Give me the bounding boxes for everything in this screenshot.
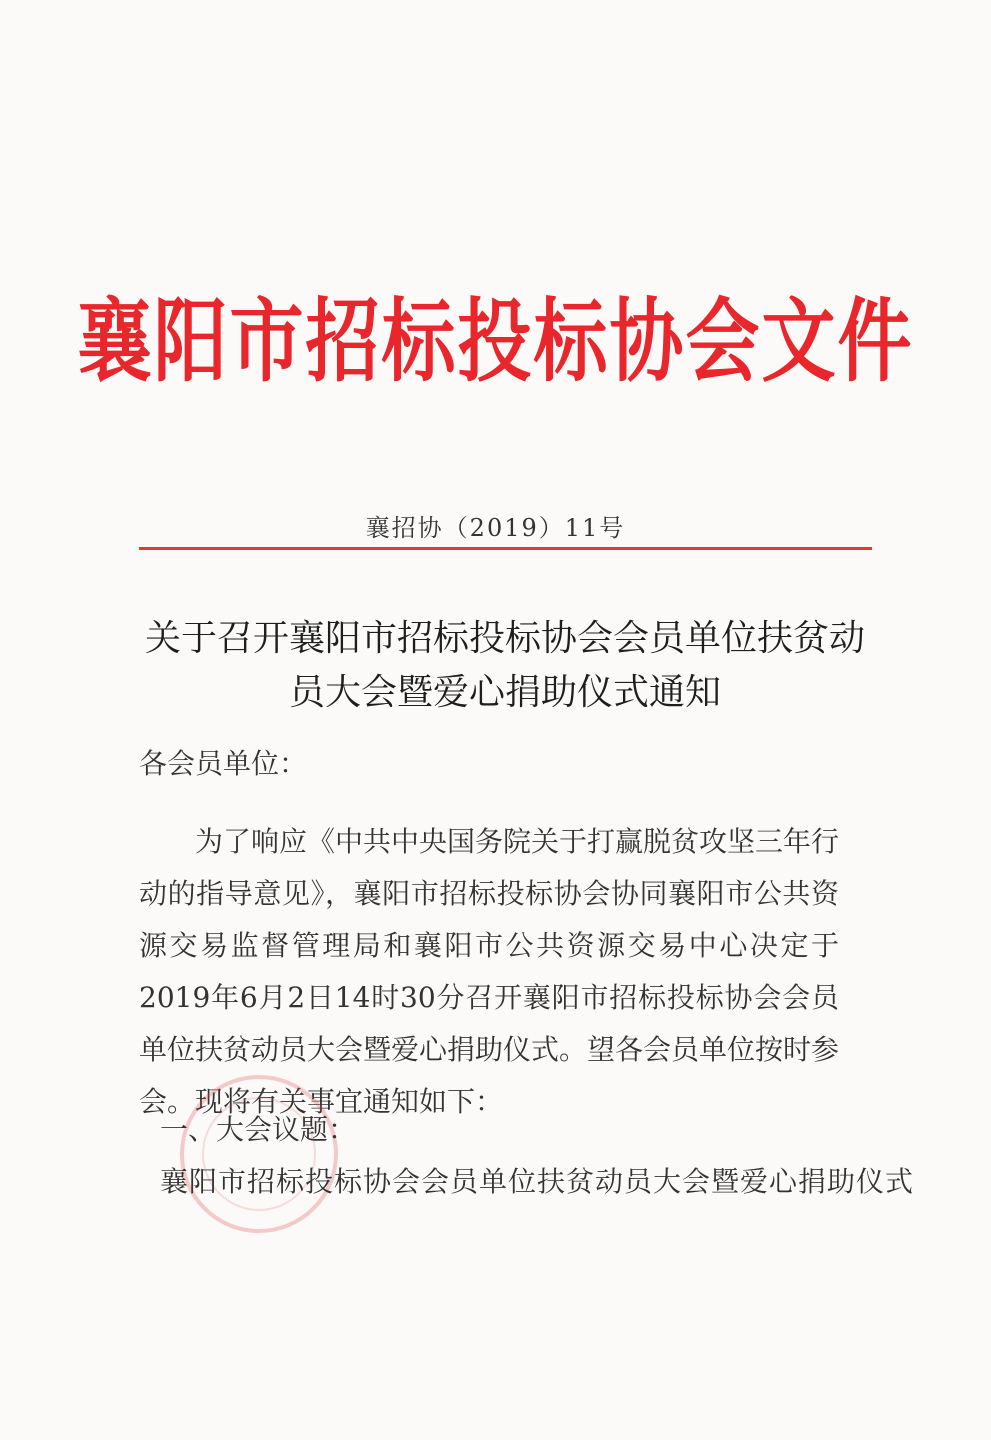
org-masthead: 襄阳市招标投标协会文件 <box>77 289 914 395</box>
notice-title-line-2: 员大会暨爱心捐助仪式通知 <box>288 672 721 713</box>
body-paragraph: 为了响应《中共中央国务院关于打赢脱贫攻坚三年行动的指导意见》，襄阳市招标投标协会协同襄阳市公共资源交易监督管理局和襄阳市公共资源交易中心决定于2019年6月2日14时30分召开襄阳市招标投标协会会员单位扶贫动员大会暨爱心捐助仪式。望各会员单位按时参会。现将有关事宜通知如下： <box>139 825 840 1118</box>
red-divider <box>139 547 872 550</box>
salutation: 各会员单位： <box>139 747 308 780</box>
section-1-body: 襄阳市招标投标协会会员单位扶贫动员大会暨爱心捐助仪式 <box>160 1165 915 1198</box>
document-number: 襄招协（2019）11号 <box>365 514 626 542</box>
notice-title <box>110 612 900 720</box>
official-seal-stamp <box>180 1075 338 1233</box>
section-1-heading: 一、大会议题： <box>160 1113 357 1146</box>
notice-title-line-1: 关于召开襄阳市招标投标协会会员单位扶贫动 <box>144 618 865 659</box>
